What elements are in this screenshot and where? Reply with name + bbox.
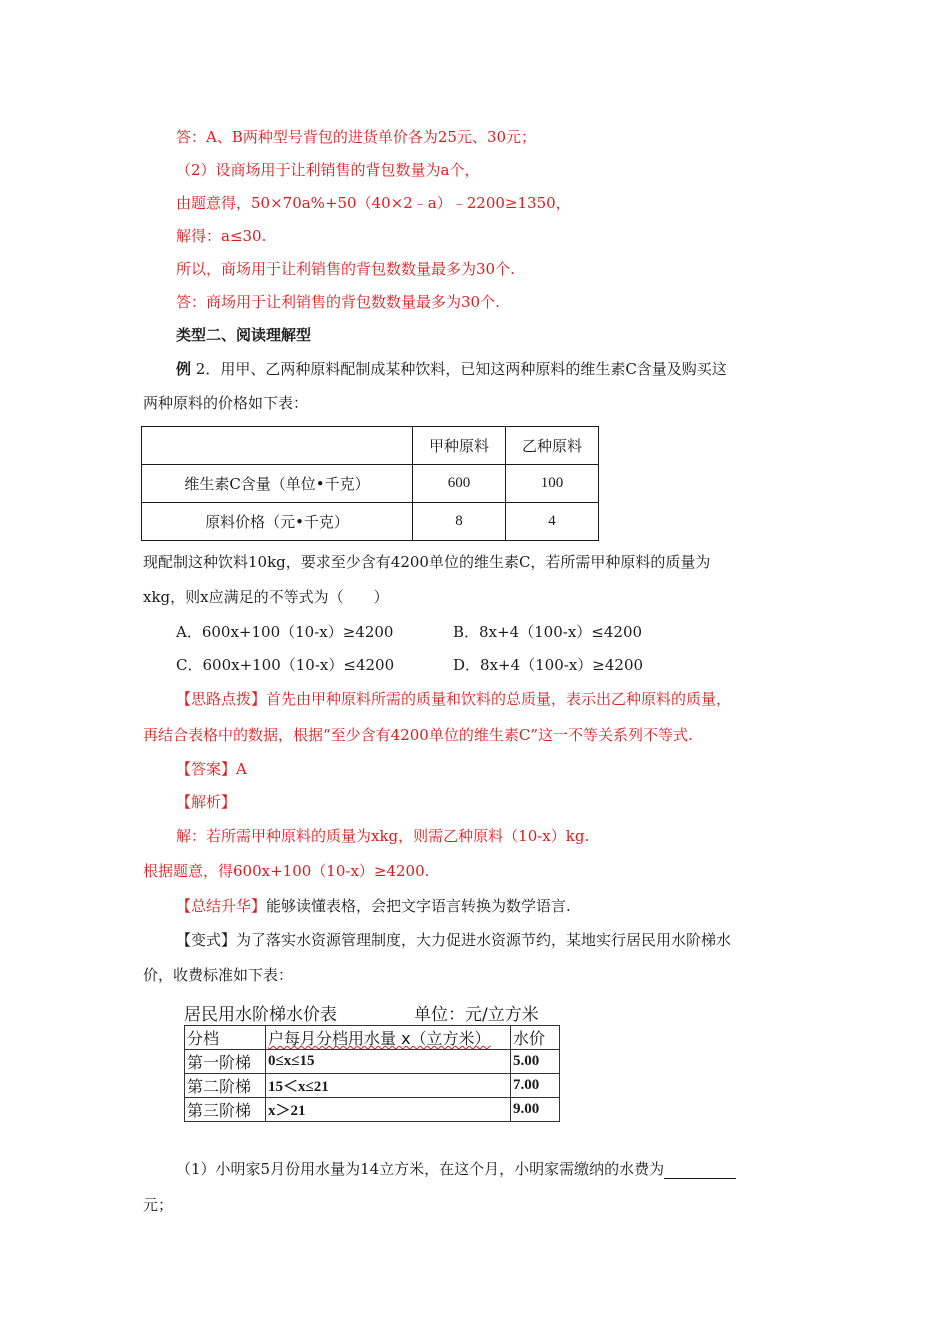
- table-header-cell: [266, 1026, 511, 1050]
- table-row: [185, 1026, 560, 1050]
- section-heading: 类型二、阅读理解型: [176, 326, 312, 344]
- answer-line-6: 答：商场用于让利销售的背包数数量最多为30个.: [176, 293, 500, 311]
- summary-line: [176, 896, 571, 916]
- table-cell: 100: [506, 465, 599, 503]
- q1-text: （1）小明家5月份用水量为14立方米，在这个月，小明家需缴纳的水费为: [176, 1160, 665, 1178]
- table-cell: 5.00: [511, 1050, 560, 1074]
- q1-line-2: 元；: [143, 1196, 174, 1214]
- table-cell: 原料价格（元•千克）: [142, 503, 413, 541]
- table-cell: x＞21: [266, 1098, 511, 1122]
- option-d: D．8x+4（100-x）≥4200: [453, 656, 644, 674]
- table-cell: 600: [413, 465, 506, 503]
- example-line-2: 两种原料的价格如下表：: [143, 394, 309, 412]
- table-header-cell: 乙种原料: [506, 427, 599, 465]
- table-cell: 9.00: [511, 1098, 560, 1122]
- table-row: [142, 427, 599, 465]
- answer-line-4: 解得：a≤30.: [176, 227, 267, 245]
- q1-line-1: [176, 1159, 736, 1179]
- table-cell: 7.00: [511, 1074, 560, 1098]
- example-text-1: 2．用甲、乙两种原料配制成某种饮料，已知这两种原料的维生素C含量及购买这: [191, 360, 727, 378]
- variant-line-2: 价，收费标准如下表：: [143, 966, 294, 984]
- table-cell: 4: [506, 503, 599, 541]
- answer-line-1: 答：A、B两种型号背包的进货单价各为25元、30元；: [176, 128, 537, 146]
- table-header-cell: [142, 427, 413, 465]
- example-label: 例: [176, 360, 192, 378]
- table-cell: 第二阶梯: [185, 1074, 266, 1098]
- table-row: [142, 503, 599, 541]
- table-row: [185, 1074, 560, 1098]
- variant-label: 【变式】: [176, 931, 237, 949]
- analysis-line-2: 根据题意，得600x+100（10-x）≥4200.: [143, 862, 430, 880]
- ingredient-table: [141, 426, 599, 541]
- water-usage-header: 户每月分档用水量 x（立方米）: [268, 1029, 491, 1048]
- analysis-line-1: 解：若所需甲种原料的质量为xkg，则需乙种原料（10-x）kg.: [176, 827, 590, 845]
- table-header-cell: 水价: [511, 1026, 560, 1050]
- summary-text: 能够读懂表格，会把文字语言转换为数学语言.: [266, 897, 571, 915]
- water-table-title: 居民用水阶梯水价表: [184, 1005, 337, 1025]
- variant-text-1: 为了落实水资源管理制度，大力促进水资源节约，某地实行居民用水阶梯水: [236, 931, 732, 949]
- table-cell: 15＜x≤21: [266, 1074, 511, 1098]
- table-cell: 维生素C含量（单位•千克）: [142, 465, 413, 503]
- question-line-2: xkg，则x应满足的不等式为（ ）: [143, 588, 389, 606]
- table-header-cell: 分档: [185, 1026, 266, 1050]
- answer-label: 【答案】A: [176, 760, 247, 778]
- option-c: C．600x+100（10-x）≤4200: [176, 656, 395, 674]
- table-row: [185, 1050, 560, 1074]
- water-table-unit: 单位：元/立方米: [414, 1005, 539, 1025]
- answer-blank[interactable]: [664, 1162, 736, 1179]
- table-cell: 0≤x≤15: [266, 1050, 511, 1074]
- table-cell: 第三阶梯: [185, 1098, 266, 1122]
- option-b: B．8x+4（100-x）≤4200: [453, 623, 643, 641]
- example-line-1: [176, 359, 727, 379]
- summary-label: 【总结升华】: [176, 897, 267, 915]
- analysis-label: 【解析】: [176, 793, 237, 811]
- option-a: A．600x+100（10-x）≥4200: [176, 623, 394, 641]
- table-cell: 8: [413, 503, 506, 541]
- table-row: [185, 1098, 560, 1122]
- hint-line-2: 再结合表格中的数据，根据“至少含有4200单位的维生素C”这一不等关系列不等式.: [143, 726, 693, 744]
- answer-line-5: 所以，商场用于让利销售的背包数数量最多为30个.: [176, 260, 515, 278]
- variant-line-1: [176, 930, 731, 950]
- water-price-table: [184, 1025, 560, 1122]
- answer-line-2: （2）设商场用于让利销售的背包数量为a个，: [176, 161, 480, 179]
- table-cell: 第一阶梯: [185, 1050, 266, 1074]
- table-header-cell: 甲种原料: [413, 427, 506, 465]
- question-line-1: 现配制这种饮料10kg，要求至少含有4200单位的维生素C，若所需甲种原料的质量为: [143, 553, 711, 571]
- table-row: [142, 465, 599, 503]
- hint-line-1: 【思路点拨】首先由甲种原料所需的质量和饮料的总质量，表示出乙种原料的质量，: [176, 690, 732, 708]
- answer-line-3: 由题意得，50×70a%+50（40×2﹣a）﹣2200≥1350，: [176, 194, 571, 212]
